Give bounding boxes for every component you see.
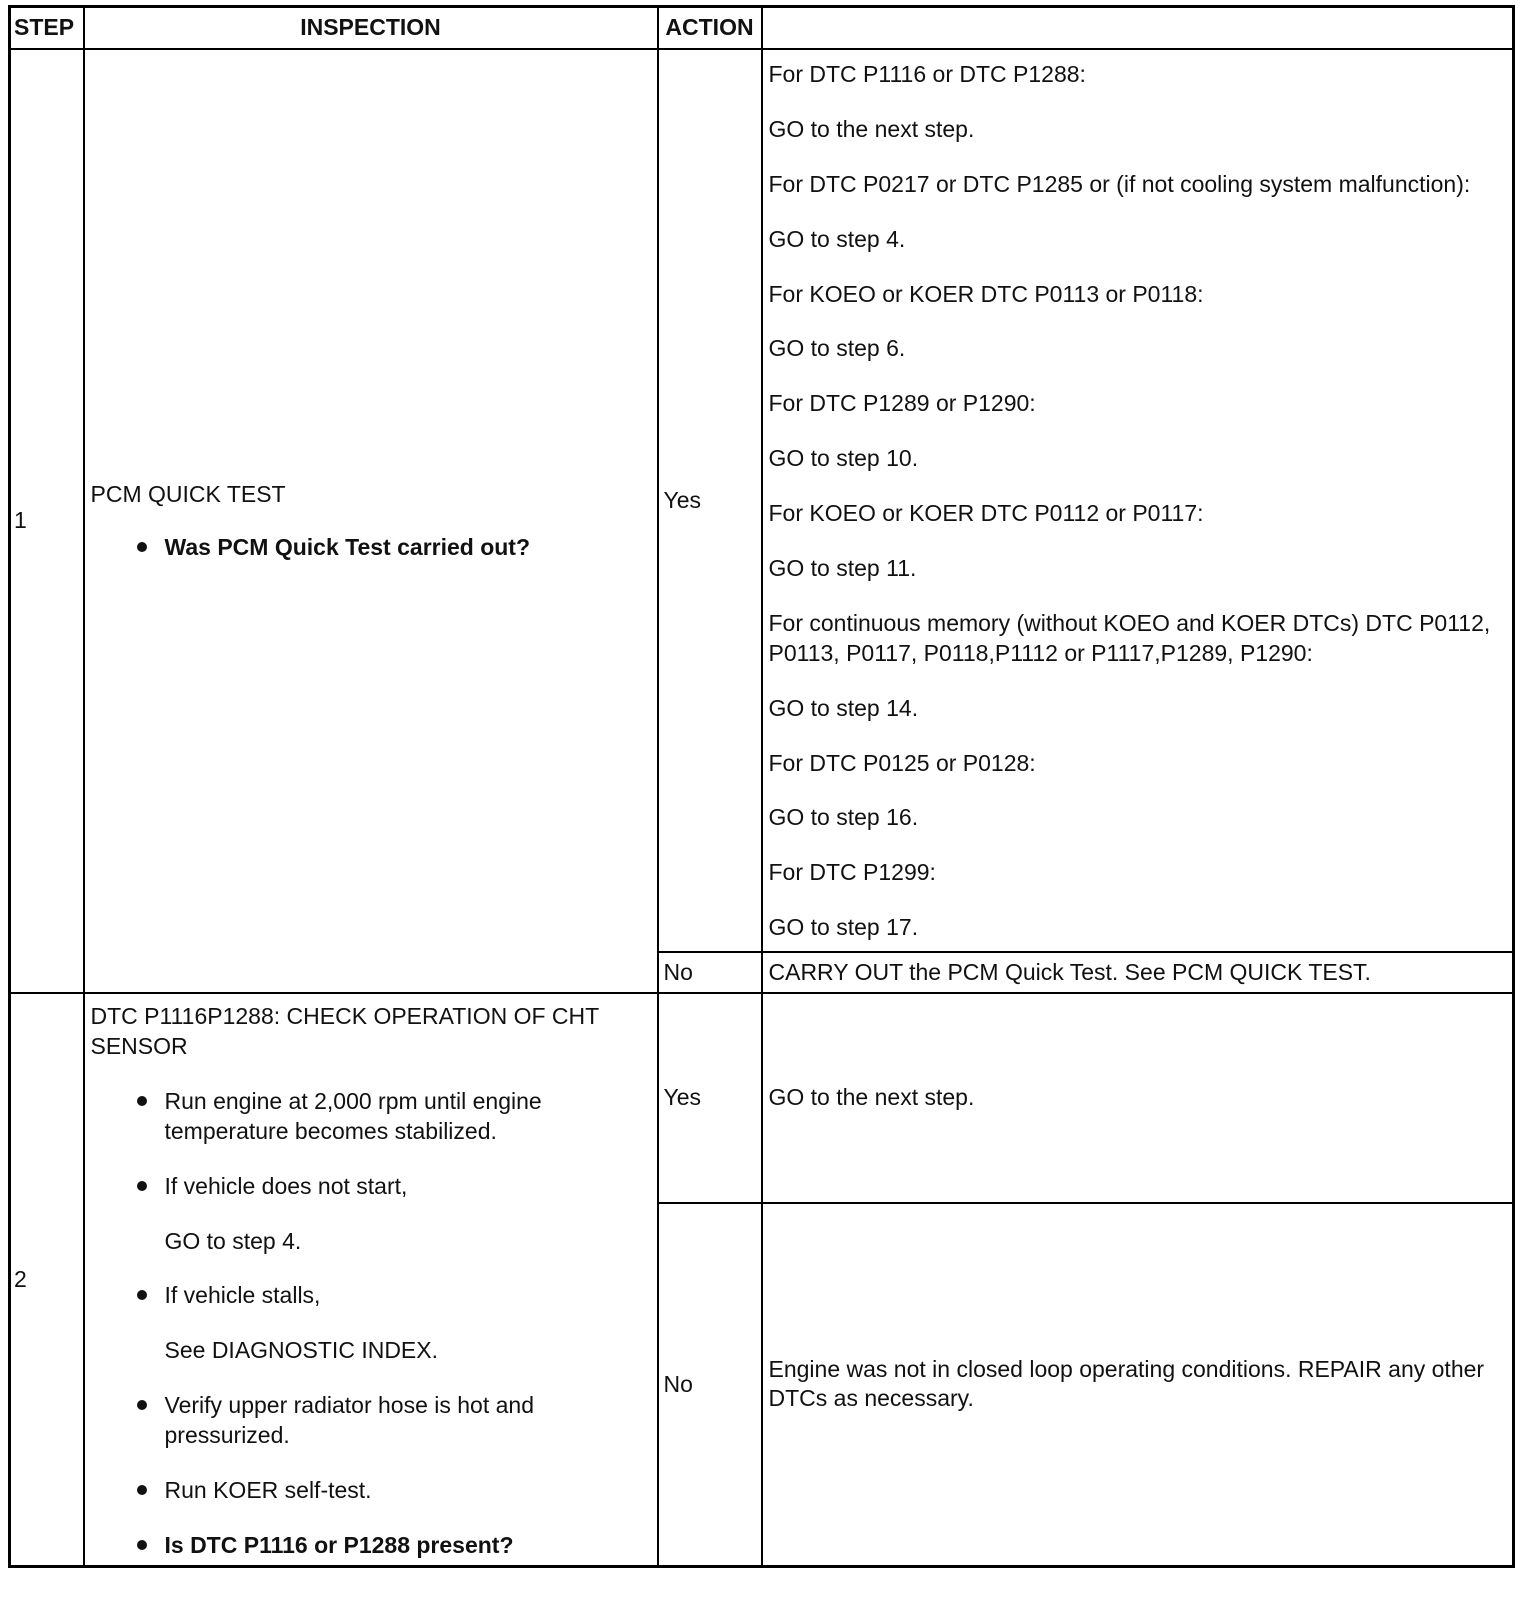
bullet-text: If vehicle does not start, <box>164 1172 408 1199</box>
step-1-no-label: No <box>658 952 762 993</box>
list-item <box>91 1281 651 1311</box>
step-2-inspection <box>84 993 658 1566</box>
bullet-text: Run engine at 2,000 rpm until engine temperature becomes stabilized. <box>164 1087 542 1144</box>
bullet-icon <box>137 1400 147 1410</box>
list-item <box>91 1476 651 1506</box>
result-line: For DTC P1289 or P1290: <box>768 390 1036 417</box>
step-2-no-label: No <box>658 1203 762 1566</box>
step-1-no-result: CARRY OUT the PCM Quick Test. See PCM QUICK TEST. <box>762 952 1514 993</box>
result-line: GO to step 16. <box>768 804 919 831</box>
step-2-bullets-c <box>91 1391 651 1561</box>
result-line: For DTC P1116 or DTC P1288: <box>768 61 1086 87</box>
list-item <box>91 533 651 563</box>
result-line: GO to step 14. <box>768 694 919 721</box>
step-2-bullets <box>91 1087 651 1202</box>
list-item <box>91 1172 651 1202</box>
result-line: For KOEO or KOER DTC P0113 or P0118: <box>768 280 1204 307</box>
bullet-text: Run KOER self-test. <box>164 1477 372 1504</box>
step-1-question: Was PCM Quick Test carried out? <box>164 533 531 560</box>
header-step: STEP <box>10 7 84 50</box>
result-line: For continuous memory (without KOEO and KOER DTCs) DTC P0112, P0113, P0117, P0118,P1112 or P1117,P1289, P1290: <box>768 609 1491 666</box>
diagnostic-table <box>8 5 1515 1568</box>
list-item <box>91 1391 651 1451</box>
result-line: For DTC P0217 or DTC P1285 or (if not cooling system malfunction): <box>768 170 1471 197</box>
header-result <box>762 7 1514 50</box>
step-2-title: DTC P1116P1288: CHECK OPERATION OF CHT SENSOR <box>90 1003 599 1060</box>
step-2-bullets-b <box>91 1281 651 1311</box>
result-line: For DTC P1299: <box>768 859 936 886</box>
header-inspection: INSPECTION <box>84 7 658 50</box>
bullet-icon <box>137 1540 147 1550</box>
step-1-bullets <box>91 533 651 563</box>
result-line: GO to the next step. <box>768 115 975 142</box>
step-2-yes-label: Yes <box>658 993 762 1203</box>
list-item <box>91 1531 651 1561</box>
step-2-question: Is DTC P1116 or P1288 present? <box>164 1531 514 1558</box>
list-item <box>91 1087 651 1147</box>
step-1-yes-row <box>10 49 1514 952</box>
result-line: For KOEO or KOER DTC P0112 or P0117: <box>768 500 1204 527</box>
result-line: GO to step 4. <box>768 225 906 252</box>
step-1-number: 1 <box>10 49 84 993</box>
bullet-icon <box>137 1290 147 1300</box>
header-action: ACTION <box>658 7 762 50</box>
step-1-yes-result <box>762 49 1514 952</box>
diagnostic-table-page <box>8 5 1512 1568</box>
step-2-yes-result: GO to the next step. <box>762 993 1514 1203</box>
result-line: GO to step 10. <box>768 445 919 472</box>
result-line: GO to step 17. <box>768 914 919 941</box>
step-2-number: 2 <box>10 993 84 1566</box>
header-row <box>10 7 1514 50</box>
step-1-title: PCM QUICK TEST <box>90 480 286 507</box>
bullet-icon <box>137 1181 147 1191</box>
step-1-yes-label: Yes <box>658 49 762 952</box>
step-1-inspection <box>84 49 658 993</box>
result-line: GO to step 6. <box>768 335 906 362</box>
bullet-text: Verify upper radiator hose is hot and pressurized. <box>164 1392 535 1449</box>
bullet-text: If vehicle stalls, <box>164 1282 321 1309</box>
result-line: GO to step 11. <box>768 555 917 582</box>
step-2-yes-row <box>10 993 1514 1203</box>
bullet-subtext: GO to step 4. <box>164 1227 302 1254</box>
bullet-icon <box>137 1485 147 1495</box>
bullet-icon <box>137 542 147 552</box>
bullet-subtext: See DIAGNOSTIC INDEX. <box>164 1337 439 1364</box>
result-line: For DTC P0125 or P0128: <box>768 749 1036 776</box>
step-2-no-result: Engine was not in closed loop operating conditions. REPAIR any other DTCs as necessary. <box>762 1203 1514 1566</box>
bullet-icon <box>137 1096 147 1106</box>
